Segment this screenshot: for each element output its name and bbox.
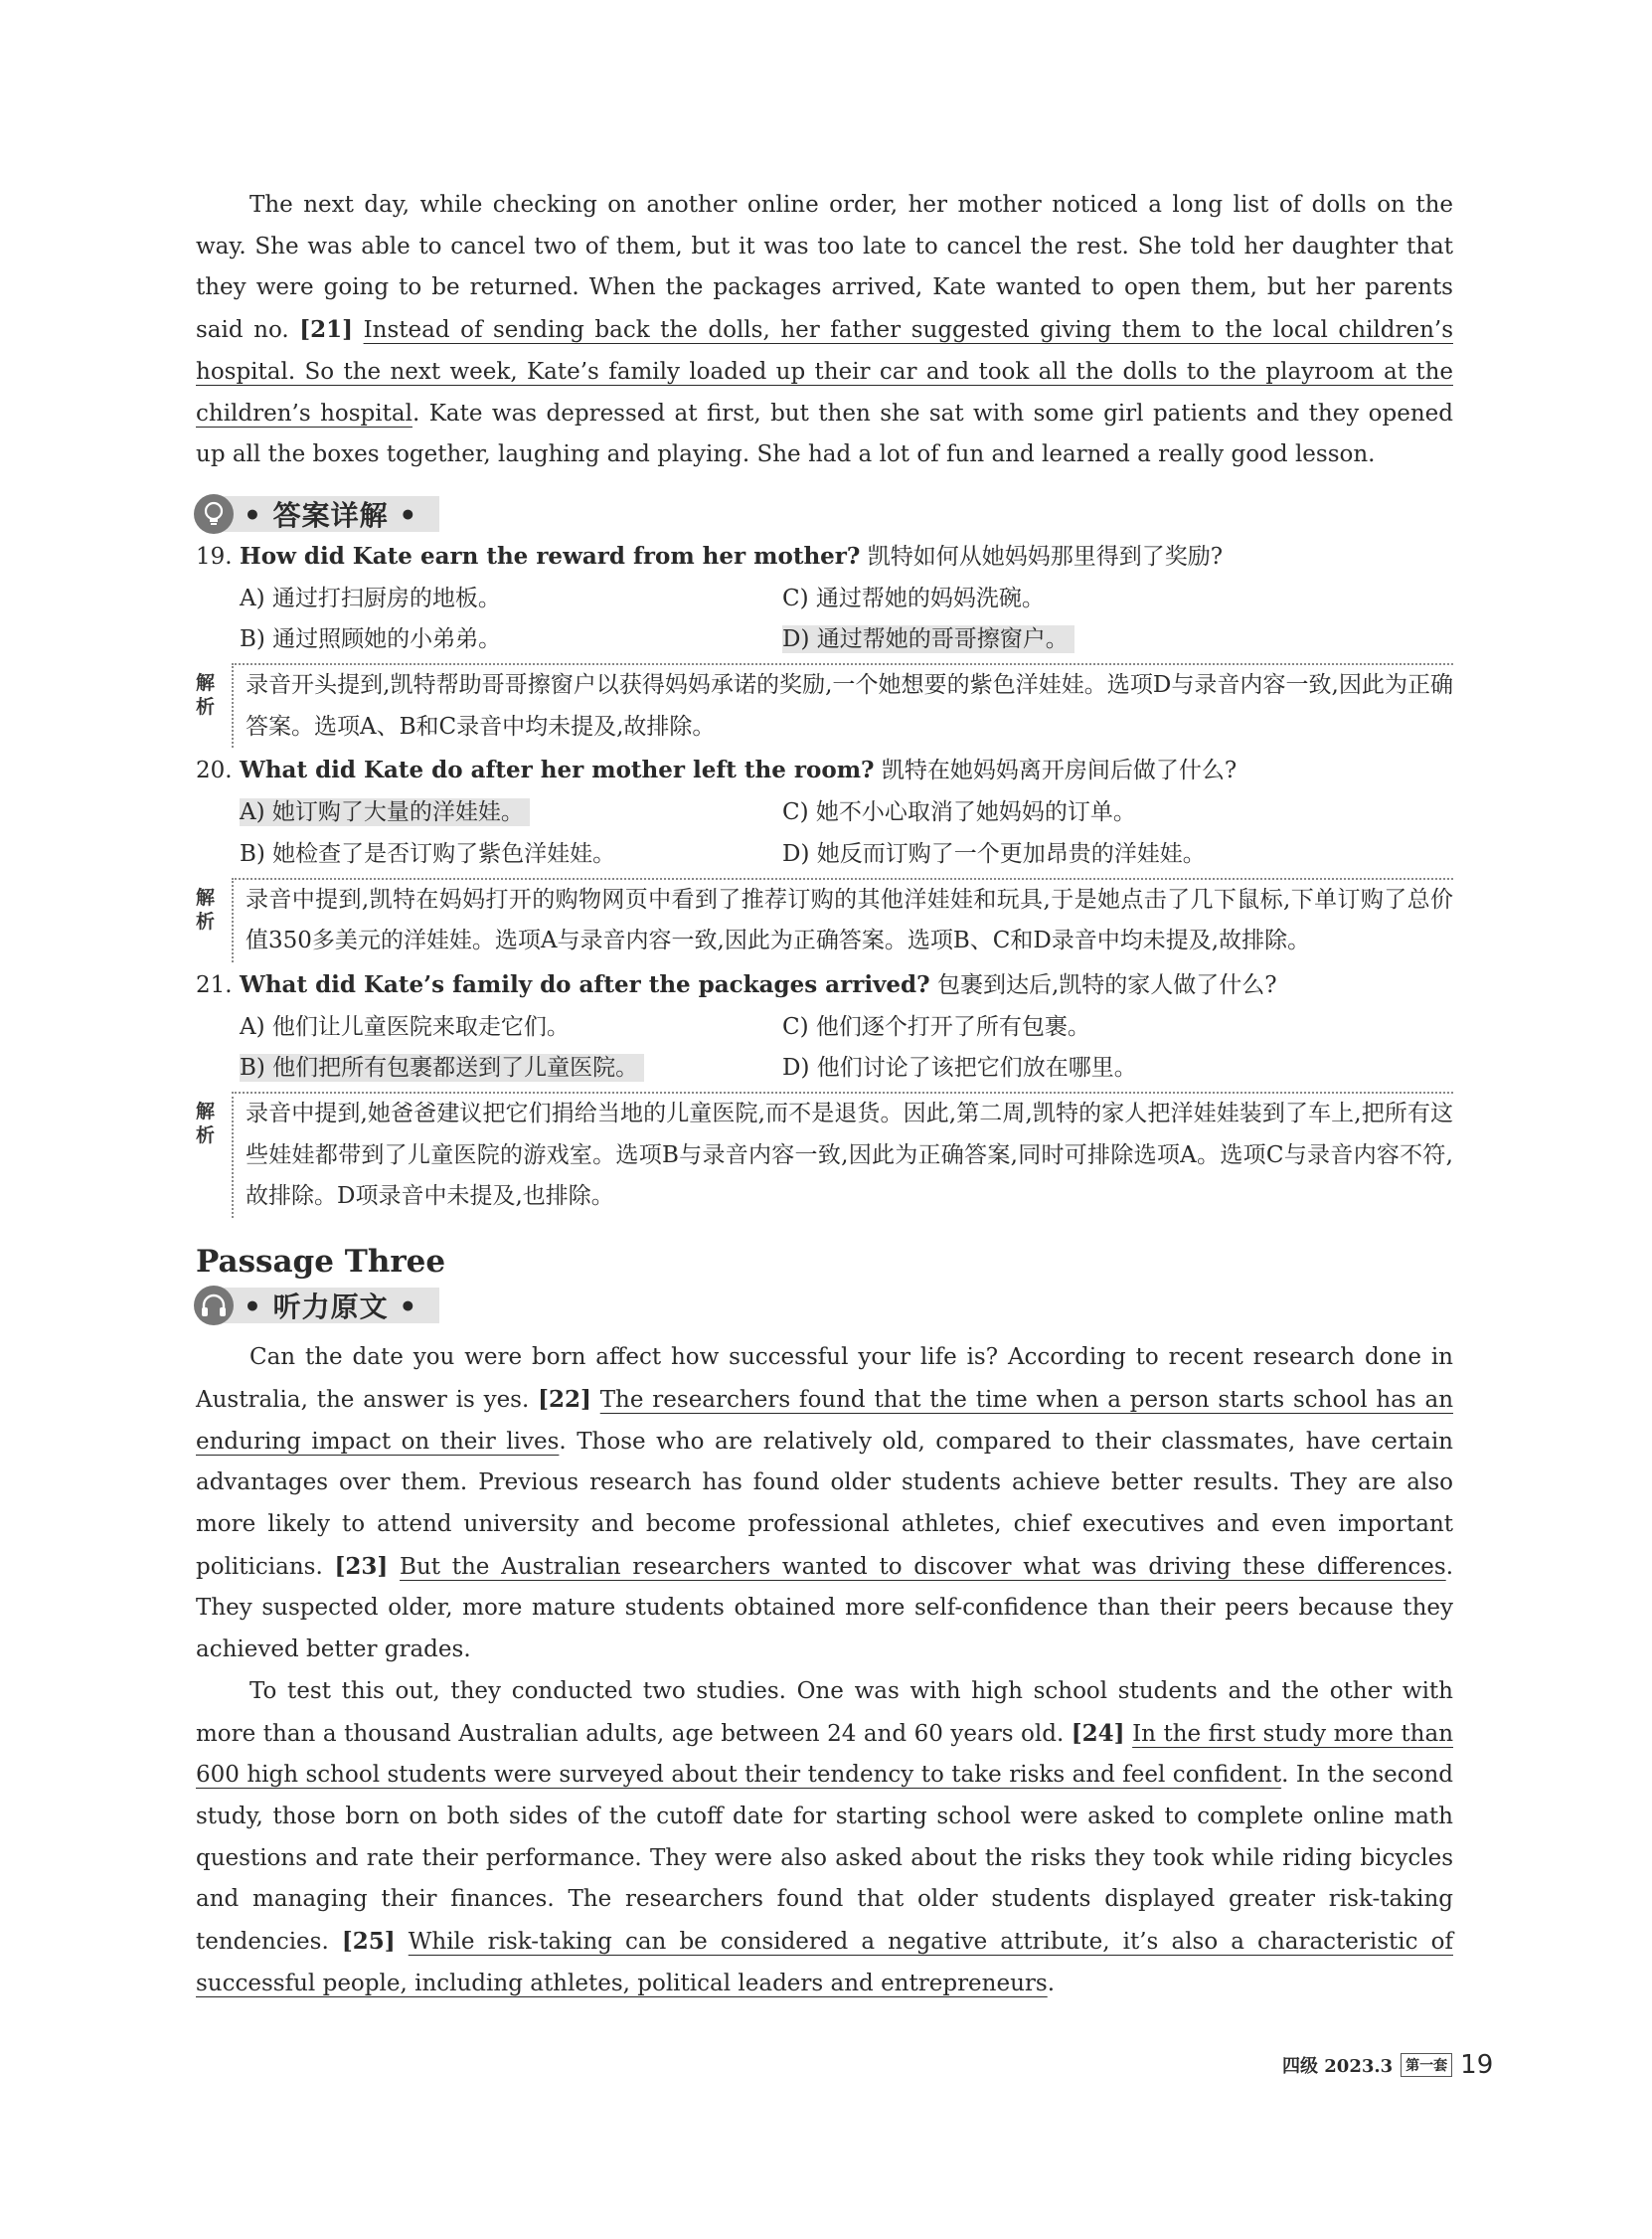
question-text-zh: 凯特在她妈妈离开房间后做了什么? — [881, 758, 1238, 784]
explanation-tag: 解析 — [196, 886, 216, 933]
options-grid — [196, 1007, 1453, 1090]
answer-marker-24: [24] — [1071, 1719, 1125, 1747]
footer-label: 四级 2023.3 — [1282, 2056, 1394, 2077]
question-text-en: What did Kate’s family do after the packages arrived? — [240, 970, 930, 998]
options-grid — [196, 579, 1453, 661]
question-heading — [196, 750, 1453, 792]
underlined-answer-24: In the first study more than 600 high school students were surveyed about their tendency to take risks and feel confident — [196, 1720, 1454, 1789]
underlined-answer-21: Instead of sending back the dolls, her father suggested giving them to the local children’s hospital. So the next week, Kate’s family loaded up their car and took all the dolls to the playroom at the children’s hospital — [196, 317, 1453, 427]
footer-set-badge: 第一套 — [1401, 2053, 1452, 2077]
question-number: 21. — [196, 971, 233, 998]
option-text: C) 他们逐个打开了所有包裹。 — [782, 1013, 1090, 1040]
question-block — [196, 536, 1453, 749]
option-text: A) 他们让儿童医院来取走它们。 — [240, 1013, 570, 1040]
explanation — [196, 1092, 1453, 1218]
question-number: 19. — [196, 543, 233, 570]
answer-option — [782, 834, 1497, 876]
question-heading — [196, 964, 1453, 1007]
underlined-answer-25: While risk-taking can be considered a negative attribute, it’s also a characteristic of successful people, including athletes, political leaders and entrepreneurs — [196, 1929, 1453, 1996]
answer-marker-25: [25] — [341, 1928, 396, 1956]
answer-option — [240, 1048, 782, 1090]
answer-option — [782, 1007, 1497, 1049]
option-text: D) 他们讨论了该把它们放在哪里。 — [782, 1055, 1137, 1082]
question-block — [196, 964, 1453, 1218]
passage-title: Passage Three — [196, 1244, 446, 1281]
answer-option — [240, 834, 782, 876]
questions-list — [196, 536, 1453, 1218]
option-text: A) 通过打扫厨房的地板。 — [240, 585, 501, 611]
section-title: • 听力原文 • — [244, 1291, 418, 1324]
passage-three-paragraph-2: To test this out, they conducted two studies. One was with high school students and the other with more than a thousand Australian adults, age between 24 and 60 years old. [24] In the first study more than 600 high school students were surveyed about their tendency to take risks and feel confident. In the second study, those born on both sides of the cutoff date for starting school were asked to complete online math questions and rate their performance. They were also asked about the risks they took while riding bicycles and managing their finances. The researchers found that older students displayed greater risk-taking tendencies. [25] While risk-taking can be considered a negative attribute, it’s also a characteristic of successful people, including athletes, political leaders and entrepreneurs. — [196, 1677, 1454, 1996]
option-text: A) 她订购了大量的洋娃娃。 — [240, 798, 530, 826]
explanation-text: 录音中提到,她爸爸建议把它们捐给当地的儿童医院,而不是退货。因此,第二周,凯特的家人把洋娃娃装到了车上,把所有这些娃娃都带到了儿童医院的游戏室。选项B与录音内容一致,因此为正确答案,同时可排除选项A。选项C与录音内容不符,故排除。D项录音中未提及,也排除。 — [232, 1092, 1453, 1218]
answer-option — [782, 579, 1497, 620]
page-content — [196, 185, 1453, 2004]
page-footer — [1282, 2050, 1493, 2080]
underlined-answer-23: But the Australian researchers wanted to discover what was driving these differences — [400, 1553, 1446, 1580]
question-text-zh: 凯特如何从她妈妈那里得到了奖励? — [867, 543, 1224, 570]
explanation-text: 录音中提到,凯特在妈妈打开的购物网页中看到了推荐订购的其他洋娃娃和玩具,于是她点击了几下鼠标,下单订购了总价值350多美元的洋娃娃。选项A与录音内容一致,因此为正确答案。选项B、C和D录音中均未提及,故排除。 — [232, 878, 1453, 962]
option-text: B) 通过照顾她的小弟弟。 — [240, 626, 502, 653]
question-text-zh: 包裹到达后,凯特的家人做了什么? — [936, 971, 1277, 998]
page-number: 19 — [1460, 2050, 1494, 2080]
question-text-en: What did Kate do after her mother left the room? — [240, 757, 875, 784]
answer-option — [782, 792, 1497, 834]
answer-option — [240, 579, 782, 620]
explanation-tag: 解析 — [196, 672, 216, 719]
lightbulb-icon — [194, 494, 234, 534]
option-text: B) 她检查了是否订购了紫色洋娃娃。 — [240, 840, 616, 867]
answer-marker-21: [21] — [299, 316, 354, 344]
question-number: 20. — [196, 758, 233, 784]
explanation — [196, 663, 1453, 748]
option-text: C) 她不小心取消了她妈妈的订单。 — [782, 799, 1136, 826]
answer-marker-23: [23] — [334, 1552, 389, 1580]
explanation — [196, 878, 1453, 962]
question-block — [196, 750, 1453, 962]
answer-option — [782, 1048, 1497, 1090]
answer-option — [240, 619, 782, 661]
underlined-answer-22: The researchers found that the time when a person starts school has an enduring impact on their lives — [196, 1386, 1454, 1455]
option-text: C) 通过帮她的妈妈洗碗。 — [782, 585, 1045, 611]
answer-marker-22: [22] — [538, 1385, 591, 1413]
section-title: • 答案详解 • — [244, 498, 418, 532]
options-grid — [196, 792, 1453, 875]
answer-option — [240, 792, 782, 834]
option-text: B) 他们把所有包裹都送到了儿童医院。 — [240, 1054, 644, 1082]
answer-option — [782, 619, 1497, 661]
passage-three-paragraph-1: Can the date you were born affect how successful your life is? According to recent research done in Australia, the answer is yes. [22] The researchers found that the time when a person starts school has an enduring impact on their lives. Those who are relatively old, compared to their classmates, have certain advantages over them. Previous research has found older students achieve better results. They are also more likely to attend university and become professional athletes, chief executives and even important politicians. [23] But the Australian researchers wanted to discover what was driving these differences. They suspected older, more mature students obtained more self-confidence than their peers because they achieved better grades. — [196, 1344, 1454, 1663]
question-text-en: How did Kate earn the reward from her mother? — [240, 542, 861, 570]
headphones-icon — [194, 1286, 234, 1325]
passage-two-paragraph: The next day, while checking on another online order, her mother noticed a long list of dolls on the way. She was able to cancel two of them, but it was too late to cancel the rest. She told her daughter that they were going to be returned. When the packages arrived, Kate wanted to open them, but her parents said no. [21] Instead of sending back the dolls, her father suggested giving them to the local children’s hospital. So the next week, Kate’s family loaded up their car and took all the dolls to the playroom at the children’s hospital. Kate was depressed at first, but then she sat with some girl patients and they opened up all the boxes together, laughing and playing. She had a lot of fun and learned a really good lesson. — [196, 192, 1454, 468]
option-text: D) 她反而订购了一个更加昂贵的洋娃娃。 — [782, 840, 1206, 867]
answer-option — [240, 1007, 782, 1049]
option-text: D) 通过帮她的哥哥擦窗户。 — [782, 625, 1074, 653]
transcript-section-header — [196, 1284, 1453, 1327]
explanation-text: 录音开头提到,凯特帮助哥哥擦窗户以获得妈妈承诺的奖励,一个她想要的紫色洋娃娃。选项D与录音内容一致,因此为正确答案。选项A、B和C录音中均未提及,故排除。 — [232, 663, 1453, 748]
question-heading — [196, 536, 1453, 579]
explanation-tag: 解析 — [196, 1101, 216, 1147]
answers-section-header — [196, 492, 1453, 536]
